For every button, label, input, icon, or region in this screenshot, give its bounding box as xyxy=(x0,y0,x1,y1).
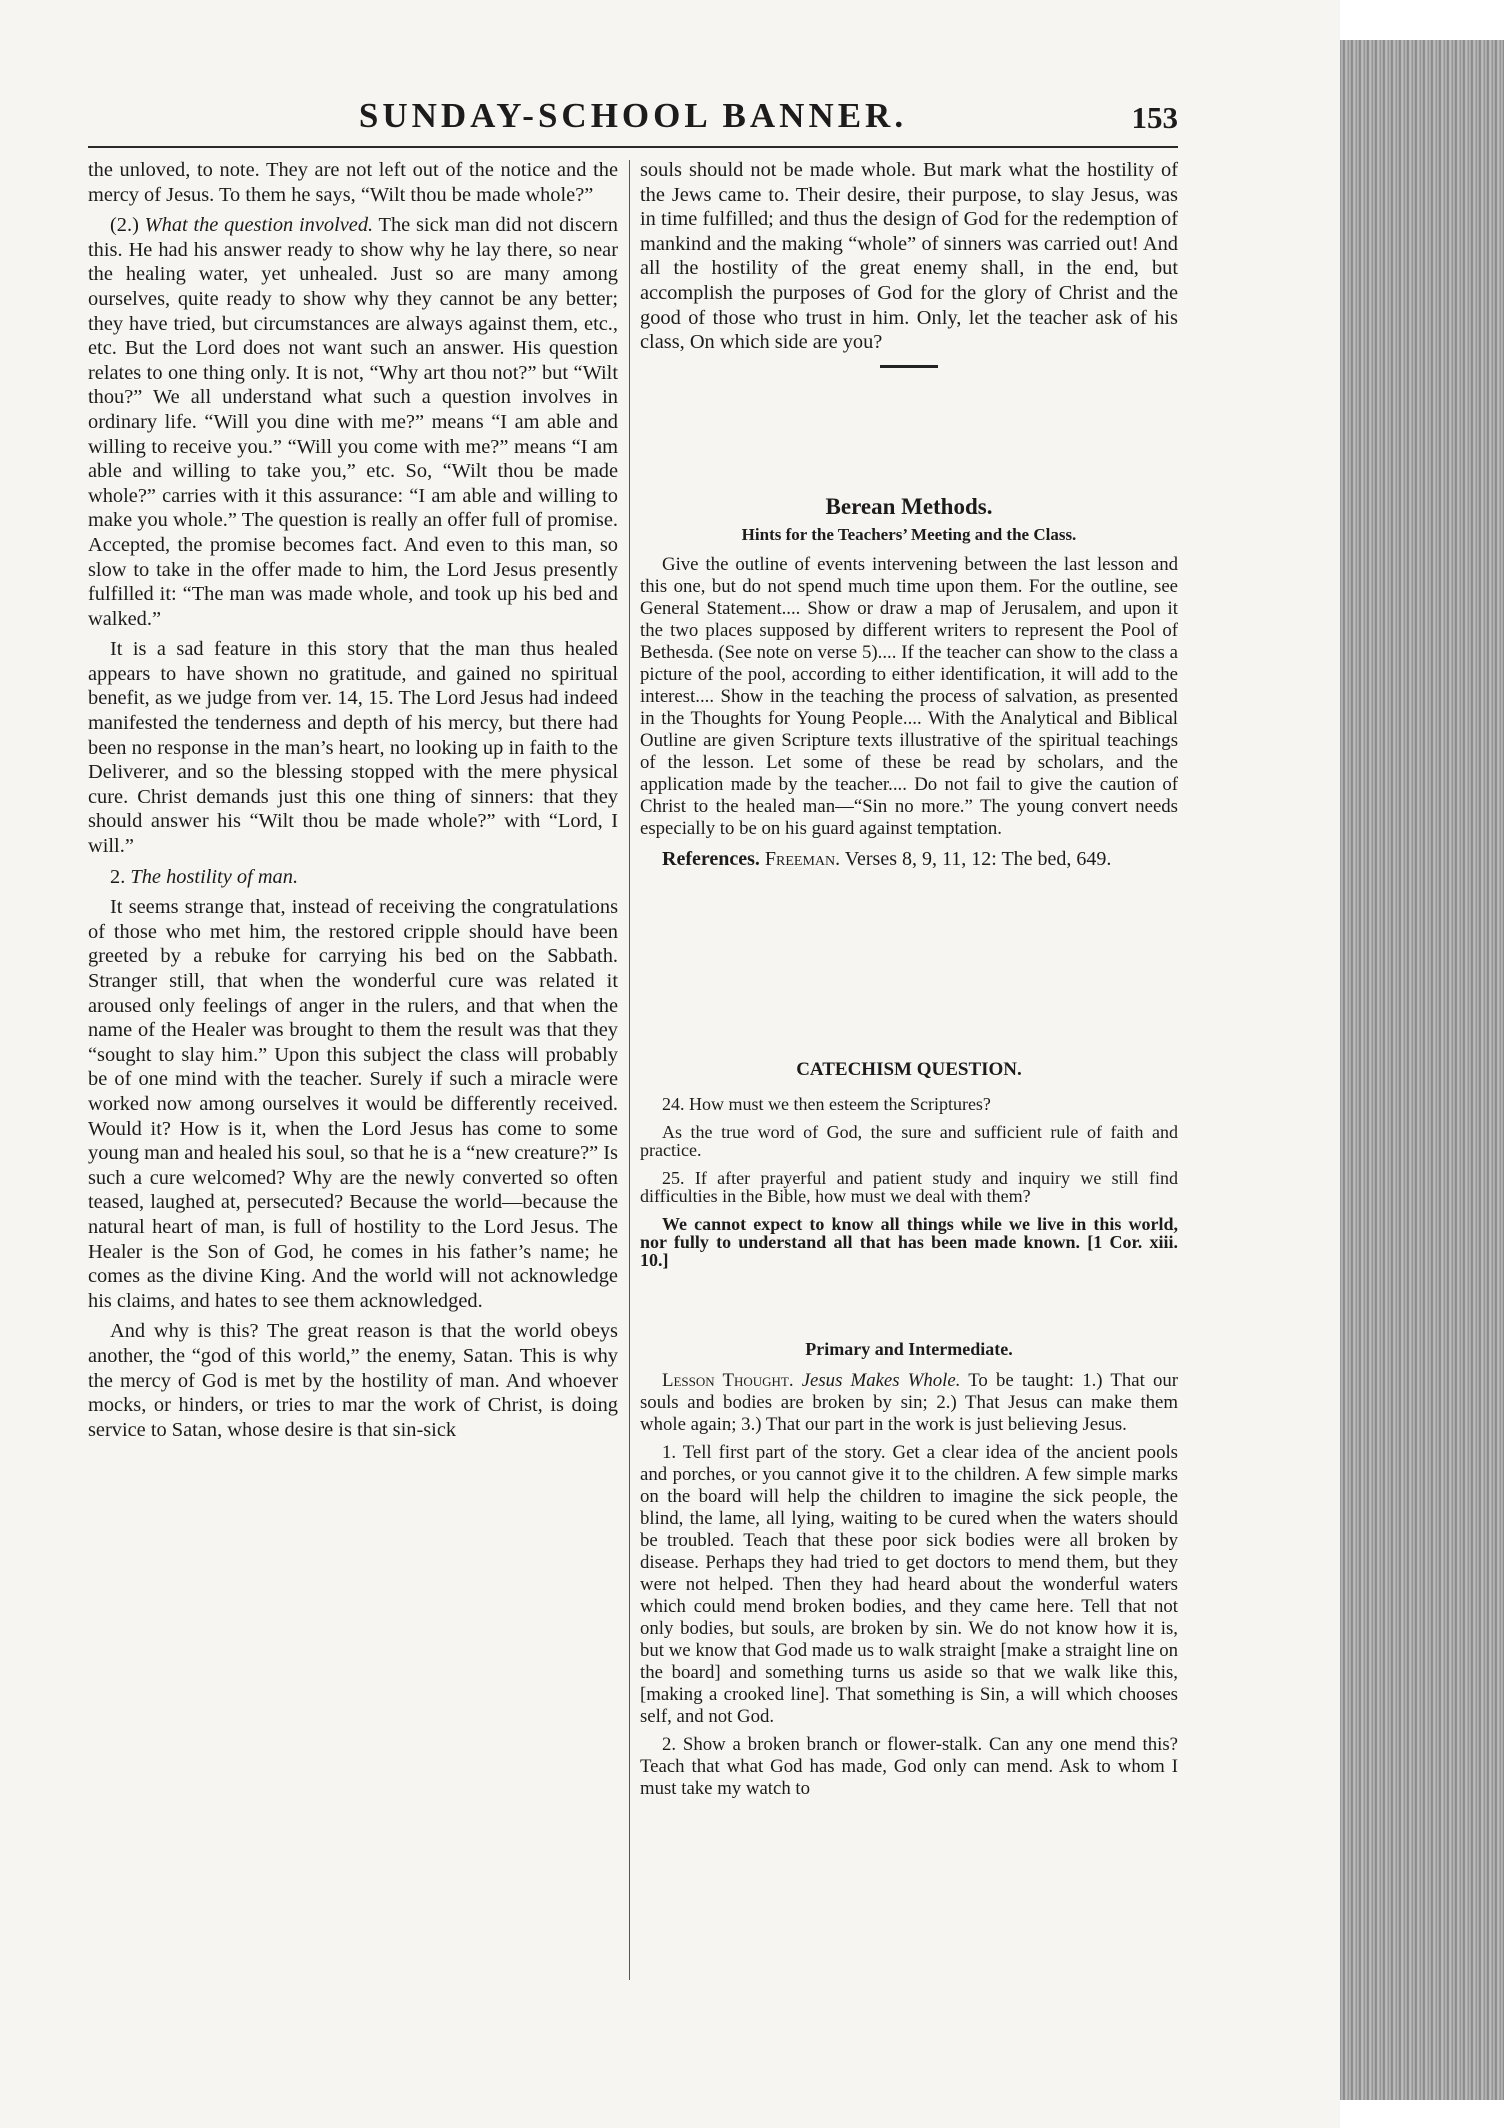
paragraph: the unloved, to note. They are not left out of the notice and the mercy of Jesus. To them he says, “Wilt thou be made whole?” xyxy=(88,159,618,206)
section-subhead xyxy=(88,865,618,890)
paragraph xyxy=(640,1370,1178,1436)
catechism-section xyxy=(640,1058,1178,1279)
paragraph-label: (2.) xyxy=(110,214,145,237)
paragraph: Give the outline of events intervening between the last lesson and this one, but do not spend much time upon them. For the outline, see General Statement.... Show or draw a map of Jerusalem, and upon it the two places supposed by different writers to represent the Pool of Bethesda. (See note on verse 5).... If the teacher can show to the class a picture of the pool, according to either identification, it will add to the interest.... Show in the teaching the process of salvation, as presented in the Thoughts for Young People.... With the Analytical and Biblical Outline are given Scripture texts illustrative of the spiritual teachings of the lesson. Let some of these be read by scholars, and the application made by the teacher.... Do not fail to give the caution of Christ to the healed man—“Sin no more.” The young convert needs especially to be on his guard against temptation. xyxy=(640,554,1178,839)
catechism-question: 25. If after prayerful and patient study and inquiry we still find difficulties in the Bible, how must we deal with them? xyxy=(640,1167,1178,1206)
lesson-label: Lesson Thought. xyxy=(662,1370,794,1391)
section-title: Berean Methods. xyxy=(825,494,993,519)
references-label: References. xyxy=(662,848,760,870)
book-page-edges xyxy=(1340,40,1504,2100)
paragraph: It seems strange that, instead of receiving the congratulations of those who met him, the restored cripple should have been greeted by a rebuke for carrying his bed on the Sabbath. Stranger still, that when the wonderful cure was related it aroused only feelings of anger in the rulers, and that when the name of the Healer was brought to them the result was that they “sought to slay him.” Upon this subject the class will probably be of one mind with the teacher. Surely if such a miracle were worked now among ourselves it would be differently received. Would it? How is it, when the Lord Jesus has come to some young man and healed his soul, so that he is a “new creature?” Is such a cure welcomed? Why are the newly converted so often teased, laughed at, persecuted? Because the world—because the natural heart of man, is full of hostility to the Lord Jesus. The Healer is the Son of God, he comes in his father’s name; he comes as the divine King. And the world will not acknowledge his claims, and hates to see them acknowledged. xyxy=(88,896,618,1312)
references-author: Freeman. xyxy=(764,848,841,870)
header-rule xyxy=(88,146,1178,148)
references-line xyxy=(640,848,1178,870)
section-subtitle: Hints for the Teachers’ Meeting and the Class. xyxy=(741,525,1077,544)
paragraph-subhead: The hostility of man. xyxy=(130,865,299,888)
catechism-question: 24. How must we then esteem the Scriptures? xyxy=(662,1093,991,1114)
page-number: 153 xyxy=(1131,100,1178,135)
column-divider xyxy=(629,160,630,1980)
page-edge-background xyxy=(1340,0,1504,40)
paragraph xyxy=(88,213,618,631)
lesson-title: Jesus Makes Whole. xyxy=(801,1370,961,1391)
paragraph-subhead: What the question involved. xyxy=(144,214,374,237)
header-title: SUNDAY-SCHOOL BANNER. xyxy=(358,96,908,135)
paragraph: And why is this? The great reason is that the world obeys another, the “god of this world,” the enemy, Satan. This is why the mercy of God is met by the hostility of man. And whoever mocks, or hinders, or tries to mar the work of Christ, is doing service to Satan, whose desire is that sin-sick xyxy=(88,1320,618,1441)
lesson-body: To be taught: 1.) That our souls and bodies are broken by sin; 2.) That Jesus can make them whole again; 3.) That our part in the work is just believing Jesus. xyxy=(640,1370,1178,1435)
catechism-answer: We cannot expect to know all things while we live in this world, nor fully to understand all that has been made known. [1 Cor. xiii. 10.] xyxy=(640,1213,1178,1270)
running-header xyxy=(88,96,1178,144)
paragraph: souls should not be made whole. But mark what the hostility of the Jews came to. Their desire, their purpose, to slay Jesus, was in time fulfilled; and thus the design of God for the redemption of mankind and the making “whole” of sinners was carried out! And all the hostility of the great enemy shall, in the end, but accomplish the purposes of God for the glory of Christ and the good of those who trust in him. Only, let the teacher ask of his class, On which side are you? xyxy=(640,159,1178,354)
section-title: CATECHISM QUESTION. xyxy=(796,1059,1022,1080)
catechism-answer: As the true word of God, the sure and sufficient rule of faith and practice. xyxy=(640,1121,1178,1160)
references-body: Verses 8, 9, 11, 12: The bed, 649. xyxy=(840,848,1112,870)
paragraph-label: 2. xyxy=(110,865,131,888)
right-column-continuation xyxy=(640,158,1178,388)
section-rule xyxy=(880,365,938,368)
left-column xyxy=(88,158,618,1448)
primary-intermediate-section xyxy=(640,1338,1178,1806)
paragraph: It is a sad feature in this story that the man thus healed appears to have shown no gratitude, and gained no spiritual benefit, as we judge from ver. 14, 15. The Lord Jesus had indeed manifested the tenderness and depth of his mercy, but there had been no response in the man’s heart, no looking up in faith to the Deliverer, and so the blessing stopped with the mere physical cure. Christ demands just this one thing of sinners: that they should answer his “Wilt thou be made whole?” with “Lord, I will.” xyxy=(88,638,618,858)
paragraph: 2. Show a broken branch or flower-stalk. Can any one mend this? Teach that what God has made, God only can mend. Ask to whom I must take my watch to xyxy=(640,1734,1178,1799)
paragraph: 1. Tell first part of the story. Get a clear idea of the ancient pools and porches, or you cannot give it to the children. A few simple marks on the board will help the children to imagine the sick people, the blind, the lame, all lying, waiting to be cured when the waters should be troubled. Teach that these poor sick bodies were all broken by disease. Perhaps they had tried to get doctors to mend them, but they were not helped. Then they had heard about the wonderful waters which could mend broken bodies, and they came here. Tell that not only bodies, but souls, are broken by sin. We do not know how it is, but we know that God made us to walk straight [make a straight line on the board] and something turns us aside so that we walk like this, [making a crooked line]. That something is Sin, a will which chooses self, and not God. xyxy=(640,1442,1178,1727)
section-title: Primary and Intermediate. xyxy=(805,1339,1013,1359)
berean-methods-section xyxy=(640,496,1178,876)
paragraph-body: The sick man did not discern this. He had his answer ready to show why he lay there, so near the healing water, yet unhealed. Just so are many among ourselves, quite ready to show why they cannot be any better; they have tried, but circumstances are always against them, etc., etc. But the Lord does not want such an answer. His question relates to one thing only. It is not, “Why art thou not?” but “Wilt thou?” We all understand what such a question involves in ordinary life. “Will you dine with me?” means “I am able and willing to receive you.” “Will you come with me?” means “I am able and willing to take you,” etc. So, “Wilt thou be made whole?” carries with it this assurance: “I am able and willing to make you whole.” The question is really an offer full of promise. Accepted, the promise becomes fact. And even to this man, so slow to take in the offer made to him, the Lord Jesus presently fulfilled it: “The man was made whole, and took up his bed and walked.” xyxy=(88,214,618,630)
